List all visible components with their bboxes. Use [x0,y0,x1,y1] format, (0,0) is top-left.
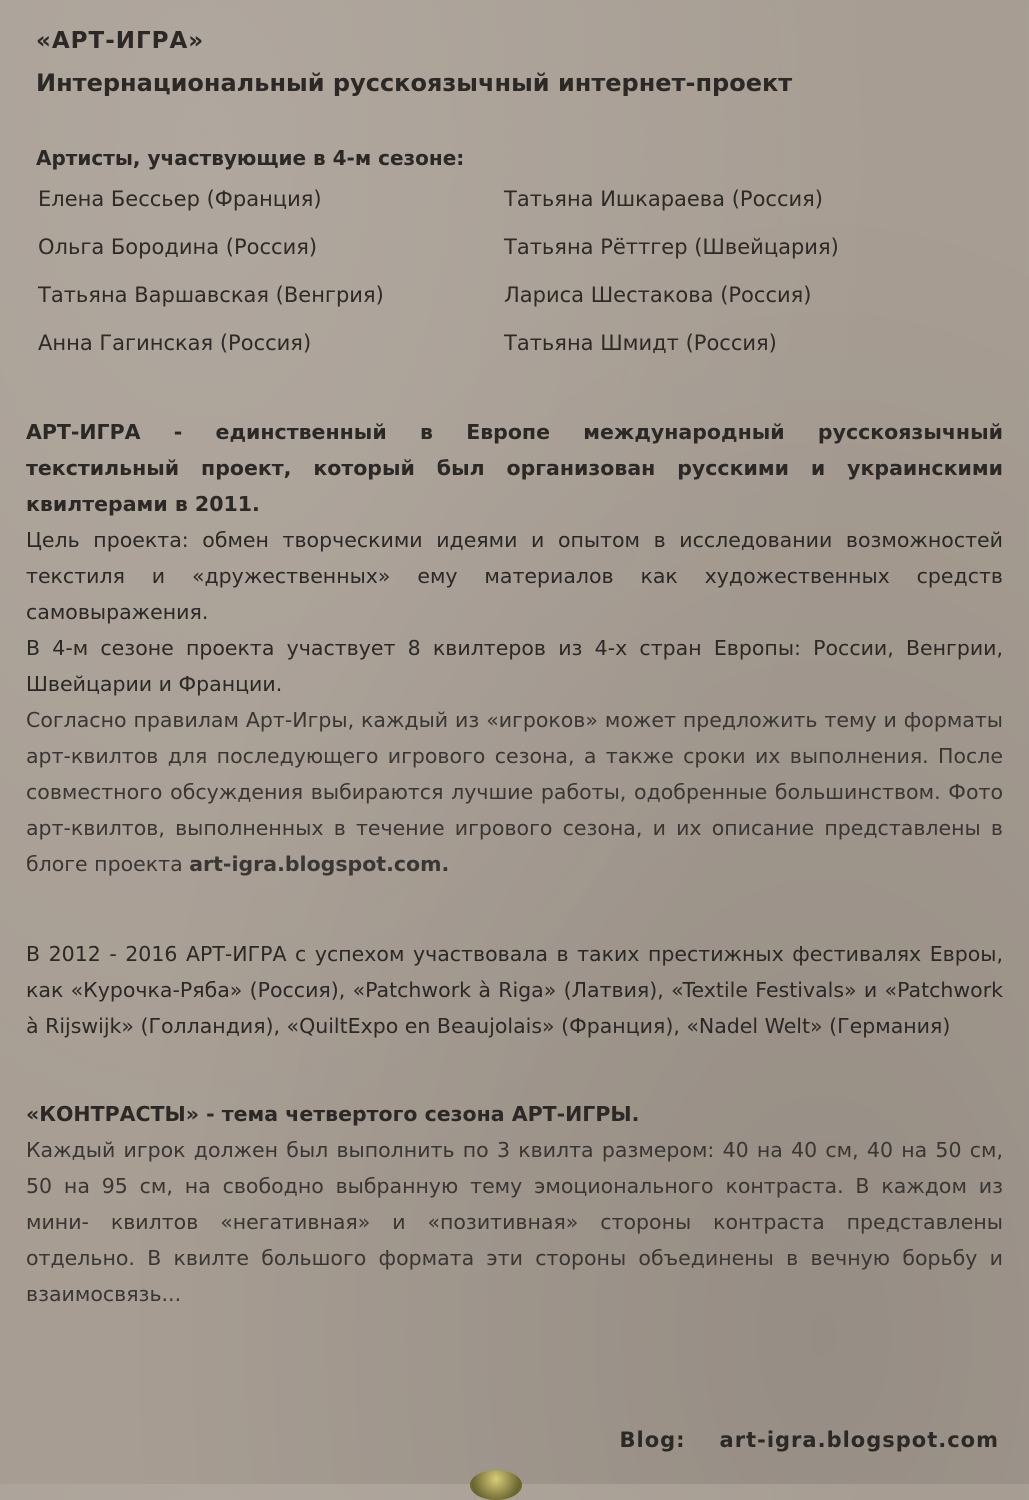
about-goal: Цель проекта: обмен творческими идеями и опытом в исследовании возможностей текстиля и «дружественных» ему материалов как художественных средств самовыражения. [26,528,1003,624]
theme-section [26,1096,1003,1312]
blog-footer [619,1428,999,1452]
theme-text: Каждый игрок должен был выполнить по 3 квилта размером: 40 на 40 см, 40 на 50 см, 50 на 95 см, на свободно выбранную тему эмоционального контраста. В каждом из мини- квилтов «негативная» и «позитивная» стороны контраста представлены отдельно. В квилте большого формата эти стороны объединены в вечную борьбу и взаимосвязь... [26,1138,1003,1306]
artists-heading: Артисты, участвующие в 4-м сезоне: [36,146,465,170]
artist-item: Татьяна Рёттгер (Швейцария) [504,235,839,259]
blog-label: Blog: [619,1428,686,1452]
about-section [26,414,1003,882]
artist-item: Ольга Бородина (Россия) [38,235,318,259]
project-title: «АРТ-ИГРА» [36,28,205,54]
about-season: В 4-м сезоне проекта участвует 8 квилтеров из 4-х стран Европы: России, Венгрии, Швейцарии и Франции. [26,636,1003,696]
artist-item: Татьяна Ишкараева (Россия) [504,187,823,211]
about-rules-text: Согласно правилам Арт-Игры, каждый из «игроков» может предложить тему и форматы арт-квилтов для последующего игрового сезона, а также сроки их выполнения. После совместного обсуждения выбираются лучшие работы, одобренные большинством. Фото арт-квилтов, выполненных в течение игрового сезона, и их описание представлены в блоге проекта [26,708,1003,876]
festivals-text: В 2012 - 2016 АРТ-ИГРА с успехом участвовала в таких престижных фестивалях Евроы, как «Курочка-Ряба» (Россия), «Patchwork à Riga» (Латвия), «Textile Festivals» и «Patchwork à Rijswijk» (Голландия), «QuiltExpo en Beaujolais» (Франция), «Nadel Welt» (Германия) [26,942,1003,1038]
artist-item: Татьяна Шмидт (Россия) [504,331,777,355]
theme-heading: «КОНТРАСТЫ» - тема четвертого сезона АРТ-ИГРЫ. [26,1102,640,1126]
blog-url[interactable]: art-igra.blogspot.com [719,1428,999,1452]
artist-item: Лариса Шестакова (Россия) [504,283,812,307]
about-intro: АРТ-ИГРА - единственный в Европе международный русскоязычный текстильный проект, который был организован русскими и украинскими квилтерами в 2011. [26,420,1003,516]
pushpin-icon [470,1470,522,1500]
project-subtitle: Интернациональный русскоязычный интернет-проект [36,69,793,97]
artists-list [38,182,1003,360]
artist-item: Татьяна Варшавская (Венгрия) [38,283,384,307]
about-rules [26,702,1003,882]
festivals-section [26,936,1003,1044]
artist-item: Елена Бессьер (Франция) [38,187,322,211]
artist-item: Анна Гагинская (Россия) [38,331,312,355]
about-rules-link[interactable]: art-igra.blogspot.com. [189,852,450,876]
